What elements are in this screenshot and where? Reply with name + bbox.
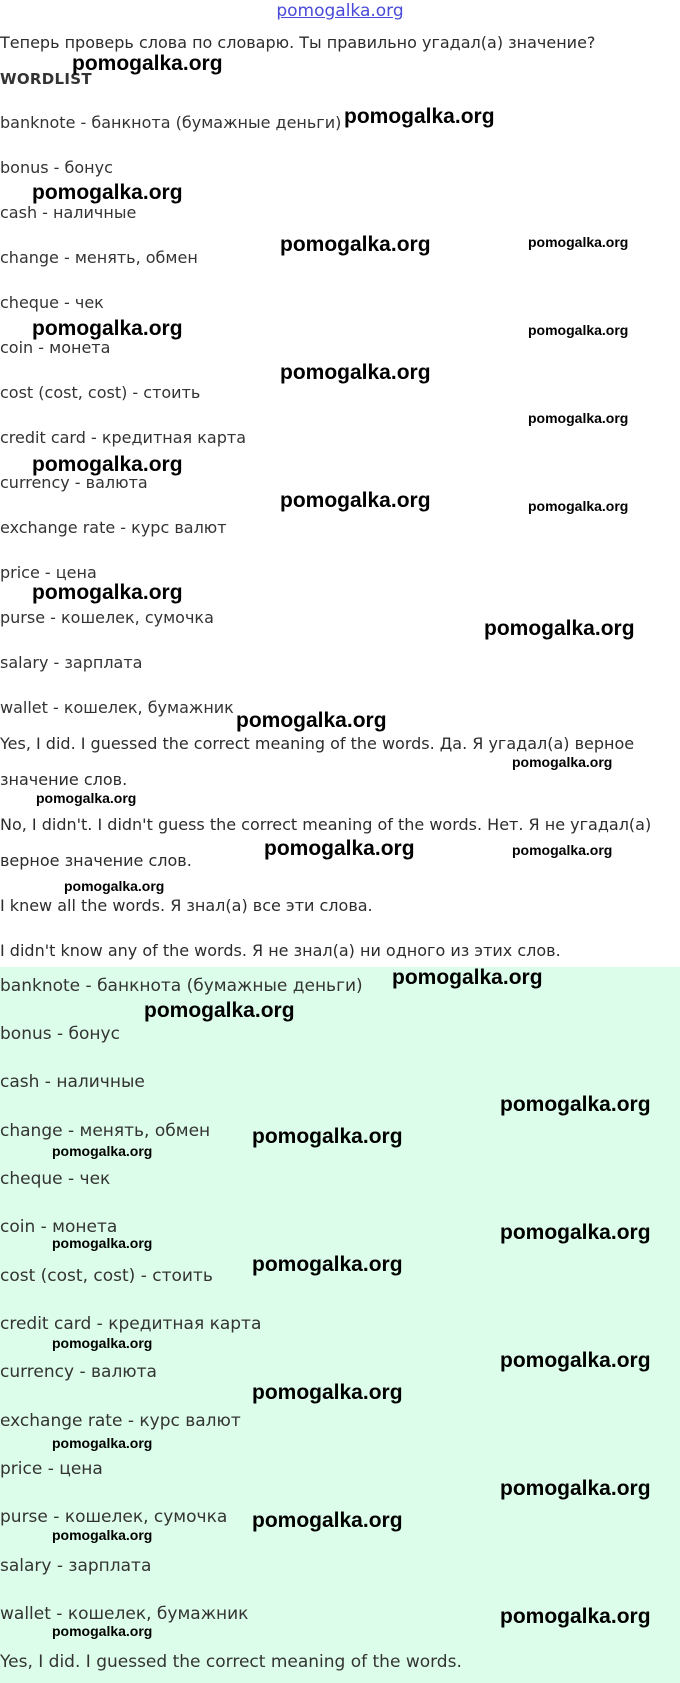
answer-word: bonus - бонус	[0, 1024, 120, 1044]
watermark: pomogalka.org	[52, 1235, 153, 1251]
wordlist-item: salary - зарплата	[0, 653, 143, 672]
watermark: pomogalka.org	[52, 1623, 153, 1639]
watermark: pomogalka.org	[32, 317, 183, 340]
watermark: pomogalka.org	[280, 489, 431, 512]
watermark: pomogalka.org	[144, 999, 295, 1022]
watermark: pomogalka.org	[500, 1093, 651, 1116]
answer-word: currency - валюта	[0, 1362, 157, 1382]
watermark: pomogalka.org	[52, 1527, 153, 1543]
watermark: pomogalka.org	[392, 966, 543, 989]
watermark: pomogalka.org	[52, 1143, 153, 1159]
watermark: pomogalka.org	[512, 754, 613, 770]
watermark: pomogalka.org	[236, 709, 387, 732]
wordlist-item: currency - валюта	[0, 473, 148, 492]
answer-word: purse - кошелек, сумочка	[0, 1507, 228, 1527]
answer-word: coin - монета	[0, 1217, 118, 1237]
watermark: pomogalka.org	[344, 105, 495, 128]
watermark: pomogalka.org	[528, 498, 629, 514]
watermark: pomogalka.org	[500, 1605, 651, 1628]
watermark: pomogalka.org	[528, 234, 629, 250]
header-link[interactable]: pomogalka.org	[276, 1, 404, 21]
answer-word: banknote - банкнота (бумажные деньги)	[0, 976, 363, 996]
wordlist-item: purse - кошелек, сумочка	[0, 608, 214, 627]
task-prompt: Теперь проверь слова по словарю. Ты правильно угадал(а) значение?	[0, 33, 596, 52]
answer-word: cash - наличные	[0, 1072, 145, 1092]
watermark: pomogalka.org	[36, 790, 137, 806]
watermark: pomogalka.org	[280, 233, 431, 256]
watermark: pomogalka.org	[32, 581, 183, 604]
wordlist-item: banknote - банкнота (бумажные деньги)	[0, 113, 342, 132]
wordlist-item: cash - наличные	[0, 203, 137, 222]
wordlist-title: WORDLIST	[0, 70, 92, 88]
answer-option-knew-none[interactable]: I didn't know any of the words. Я не знал(а) ни одного из этих слов.	[0, 941, 561, 960]
watermark: pomogalka.org	[52, 1435, 153, 1451]
answer-option-yes[interactable]: Yes, I did. I guessed the correct meaning of the words. Да. Я угадал(а) верное значение слов.	[0, 734, 635, 789]
answer-word: wallet - кошелек, бумажник	[0, 1604, 249, 1624]
watermark: pomogalka.org	[32, 181, 183, 204]
watermark: pomogalka.org	[500, 1349, 651, 1372]
wordlist-item: credit card - кредитная карта	[0, 428, 246, 447]
wordlist-item: price - цена	[0, 563, 97, 582]
answer-word: exchange rate - курс валют	[0, 1411, 241, 1431]
watermark: pomogalka.org	[528, 410, 629, 426]
wordlist-item: cheque - чек	[0, 293, 104, 312]
answer-option-no[interactable]: No, I didn't. I didn't guess the correct meaning of the words. Нет. Я не угадал(а) верное значение слов.	[0, 815, 652, 870]
watermark: pomogalka.org	[512, 842, 613, 858]
watermark: pomogalka.org	[264, 837, 415, 860]
wordlist-item: cost (cost, cost) - стоить	[0, 383, 201, 402]
watermark: pomogalka.org	[252, 1381, 403, 1404]
answer-word: credit card - кредитная карта	[0, 1314, 262, 1334]
watermark: pomogalka.org	[500, 1221, 651, 1244]
answer-word: change - менять, обмен	[0, 1121, 211, 1141]
answer-option-knew-all[interactable]: I knew all the words. Я знал(а) все эти слова.	[0, 896, 373, 915]
watermark: pomogalka.org	[252, 1253, 403, 1276]
watermark: pomogalka.org	[64, 878, 165, 894]
answer-word: cheque - чек	[0, 1169, 111, 1189]
wordlist-item: exchange rate - курс валют	[0, 518, 227, 537]
wordlist-item: coin - монета	[0, 338, 111, 357]
answer-panel	[0, 967, 680, 1683]
watermark: pomogalka.org	[32, 453, 183, 476]
answer-option-text: Yes, I did. I guessed the correct meaning of the words.	[0, 1652, 462, 1672]
watermark: pomogalka.org	[280, 361, 431, 384]
watermark: pomogalka.org	[252, 1509, 403, 1532]
watermark: pomogalka.org	[72, 52, 223, 75]
wordlist-item: change - менять, обмен	[0, 248, 198, 267]
wordlist-item: bonus - бонус	[0, 158, 113, 177]
answer-word: cost (cost, cost) - стоить	[0, 1266, 213, 1286]
answer-word: price - цена	[0, 1459, 103, 1479]
watermark: pomogalka.org	[500, 1477, 651, 1500]
wordlist-item: wallet - кошелек, бумажник	[0, 698, 234, 717]
watermark: pomogalka.org	[528, 322, 629, 338]
watermark: pomogalka.org	[52, 1335, 153, 1351]
watermark: pomogalka.org	[484, 617, 635, 640]
watermark: pomogalka.org	[252, 1125, 403, 1148]
answer-word: salary - зарплата	[0, 1556, 152, 1576]
